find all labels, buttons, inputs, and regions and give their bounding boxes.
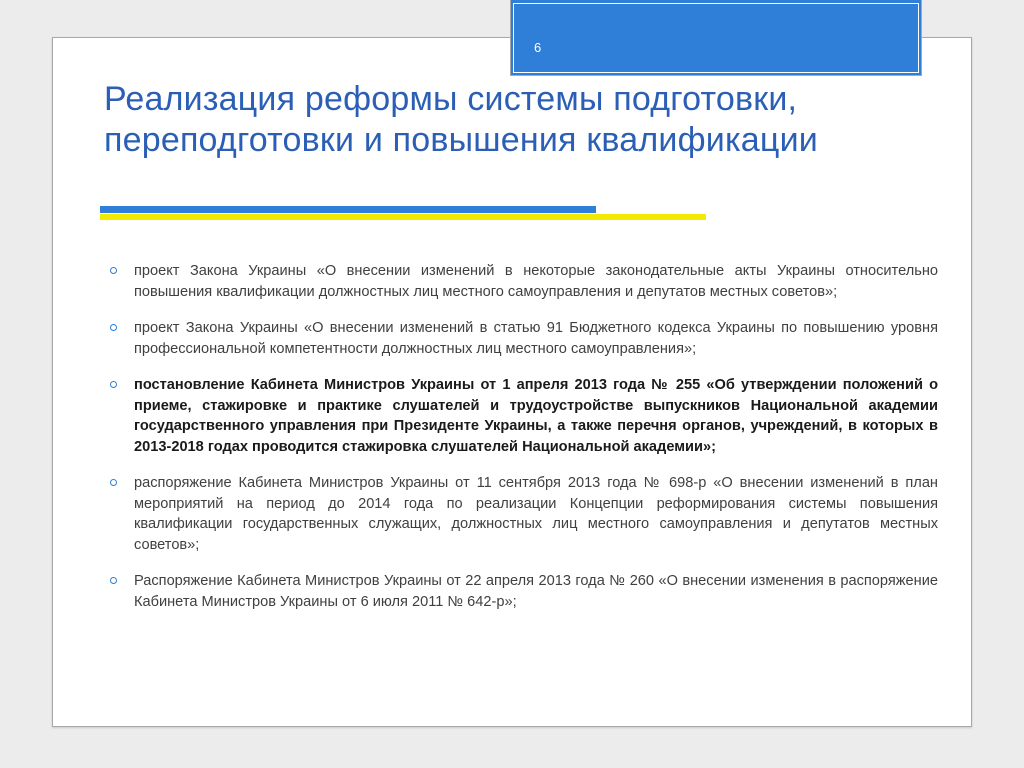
title-underline-yellow bbox=[100, 214, 706, 220]
bullet-circle-icon bbox=[110, 267, 117, 274]
bullet-item bbox=[110, 473, 938, 555]
bullet-circle-icon bbox=[110, 324, 117, 331]
slide-title: Реализация реформы системы подготовки, переподготовки и повышения квалификации bbox=[104, 80, 818, 159]
bullet-circle-icon bbox=[110, 577, 117, 584]
bullet-text: Распоряжение Кабинета Министров Украины от 22 апреля 2013 года № 260 «О внесении изменения в распоряжение Кабинета Министров Украины от 6 июля 2011 № 642-р»; bbox=[134, 573, 938, 610]
title-underline-blue bbox=[100, 206, 596, 213]
bullet-list bbox=[110, 261, 938, 628]
bullet-item bbox=[110, 571, 938, 612]
page-number: 6 bbox=[534, 40, 542, 55]
bullet-circle-icon bbox=[110, 479, 117, 486]
bullet-text: постановление Кабинета Министров Украины от 1 апреля 2013 года № 255 «Об утверждении положений о приеме, стажировке и практике слушателей и трудоустройстве выпускников Национальной академии государственного управления при Президенте Украины, а также перечня органов, учреждений, в которых в 2013-2018 годах проводится стажировка слушателей Национальной академии»; bbox=[134, 377, 938, 455]
bullet-text: проект Закона Украины «О внесении изменений в некоторые законодательные акты Украины относительно повышения квалификации должностных лиц местного самоуправления и депутатов местных советов»; bbox=[134, 263, 938, 300]
bullet-item bbox=[110, 318, 938, 359]
bullet-text: проект Закона Украины «О внесении изменений в статью 91 Бюджетного кодекса Украины по повышению уровня профессиональной компетентности должностных лиц местного самоуправления»; bbox=[134, 320, 938, 357]
bullet-item bbox=[110, 261, 938, 302]
bullet-circle-icon bbox=[110, 381, 117, 388]
bullet-text: распоряжение Кабинета Министров Украины от 11 сентября 2013 года № 698-р «О внесении изменений в план мероприятий на период до 2014 года по реализации Концепции реформирования системы повышения квалификации государственных служащих, должностных лиц местного самоуправления и депутатов местных советов»; bbox=[134, 475, 938, 553]
bullet-item-bold bbox=[110, 375, 938, 457]
page-number-box bbox=[510, 0, 922, 76]
